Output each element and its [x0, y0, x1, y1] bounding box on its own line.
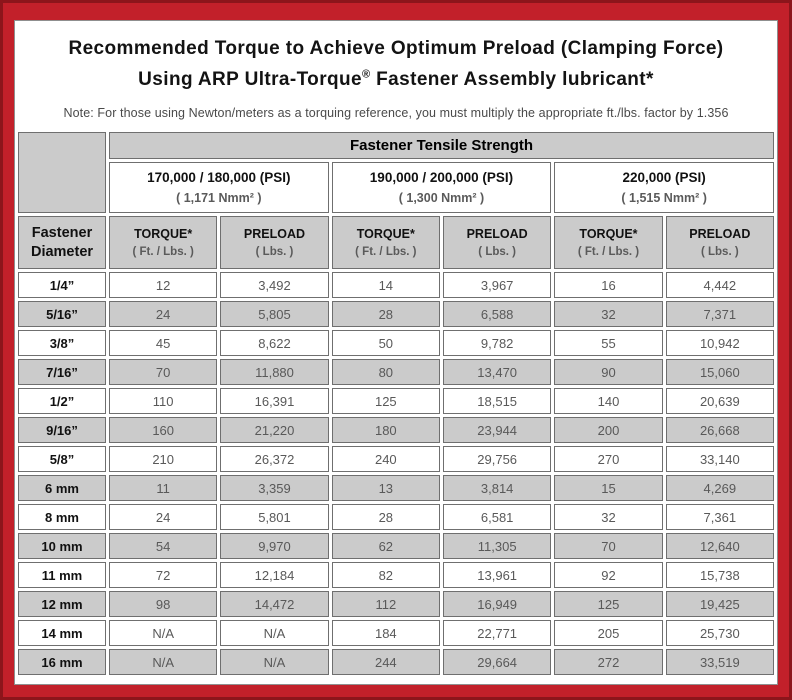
- value-cell: 11,305: [443, 533, 551, 559]
- diameter-cell: 12 mm: [18, 591, 106, 617]
- value-cell: 90: [554, 359, 662, 385]
- value-cell: 6,581: [443, 504, 551, 530]
- diameter-cell: 1/2”: [18, 388, 106, 414]
- value-cell: 14: [332, 272, 440, 298]
- value-cell: 13,470: [443, 359, 551, 385]
- value-cell: 14,472: [220, 591, 328, 617]
- value-cell: 112: [332, 591, 440, 617]
- value-cell: 7,371: [666, 301, 774, 327]
- nmm-label: ( 1,515 Nmm² ): [621, 191, 707, 206]
- value-cell: 160: [109, 417, 217, 443]
- table-row: [18, 330, 774, 356]
- note-text: Note: For those using Newton/meters as a torquing reference, you must multiply the appropriate ft./lbs. factor by 1.356: [63, 106, 729, 121]
- value-cell: 32: [554, 301, 662, 327]
- value-cell: 4,269: [666, 475, 774, 501]
- psi-label: 220,000 (PSI): [622, 170, 706, 186]
- value-cell: 9,970: [220, 533, 328, 559]
- value-cell: 70: [109, 359, 217, 385]
- value-cell: 54: [109, 533, 217, 559]
- nmm-label: ( 1,171 Nmm² ): [176, 191, 262, 206]
- table-row: [18, 533, 774, 559]
- value-cell: 200: [554, 417, 662, 443]
- nmm-label: ( 1,300 Nmm² ): [398, 191, 485, 206]
- preload-column-header: PRELOAD ( Lbs. ): [443, 216, 551, 269]
- value-cell: 9,782: [443, 330, 551, 356]
- value-cell: 33,519: [666, 649, 774, 675]
- value-cell: 10,942: [666, 330, 774, 356]
- diameter-cell: 14 mm: [18, 620, 106, 646]
- diameter-cell: 16 mm: [18, 649, 106, 675]
- value-cell: 29,664: [443, 649, 551, 675]
- value-cell: 140: [554, 388, 662, 414]
- psi-header-row: [18, 162, 774, 213]
- value-cell: 50: [332, 330, 440, 356]
- diameter-cell: 9/16”: [18, 417, 106, 443]
- fastener-diameter-header: Fastener Diameter: [18, 216, 106, 269]
- psi-label: 170,000 / 180,000 (PSI): [147, 170, 291, 186]
- title-line-1: Recommended Torque to Achieve Optimum Preload (Clamping Force): [68, 38, 724, 59]
- registered-trademark-symbol: ®: [361, 69, 371, 81]
- value-cell: 3,967: [443, 272, 551, 298]
- value-cell: N/A: [220, 620, 328, 646]
- psi-group-190-200: [332, 162, 552, 213]
- psi-label: 190,000 / 200,000 (PSI): [369, 170, 514, 186]
- table-row: [18, 562, 774, 588]
- value-cell: 5,805: [220, 301, 328, 327]
- value-cell: 16: [554, 272, 662, 298]
- value-cell: 72: [109, 562, 217, 588]
- tensile-strength-header: Fastener Tensile Strength: [109, 132, 774, 159]
- value-cell: N/A: [109, 649, 217, 675]
- title-block: [15, 21, 777, 120]
- value-cell: N/A: [109, 620, 217, 646]
- value-cell: 3,359: [220, 475, 328, 501]
- torque-spec-table: [15, 129, 777, 678]
- diameter-cell: 3/8”: [18, 330, 106, 356]
- value-cell: 92: [554, 562, 662, 588]
- psi-group-220: [554, 162, 774, 213]
- value-cell: 8,622: [220, 330, 328, 356]
- value-cell: 18,515: [443, 388, 551, 414]
- value-cell: 32: [554, 504, 662, 530]
- table-row: [18, 388, 774, 414]
- content-area: [14, 20, 778, 685]
- diameter-cell: 7/16”: [18, 359, 106, 385]
- value-cell: 29,756: [443, 446, 551, 472]
- value-cell: 70: [554, 533, 662, 559]
- column-header-row: [18, 216, 774, 269]
- value-cell: 15: [554, 475, 662, 501]
- value-cell: 270: [554, 446, 662, 472]
- table-row: [18, 620, 774, 646]
- torque-column-header: TORQUE* ( Ft. / Lbs. ): [554, 216, 662, 269]
- value-cell: 272: [554, 649, 662, 675]
- preload-column-header: PRELOAD ( Lbs. ): [666, 216, 774, 269]
- table-row: [18, 649, 774, 675]
- table-row: [18, 417, 774, 443]
- value-cell: 45: [109, 330, 217, 356]
- value-cell: 26,668: [666, 417, 774, 443]
- value-cell: 21,220: [220, 417, 328, 443]
- tensile-strength-row: [18, 132, 774, 159]
- diameter-cell: 6 mm: [18, 475, 106, 501]
- table-row: [18, 272, 774, 298]
- value-cell: N/A: [220, 649, 328, 675]
- value-cell: 23,944: [443, 417, 551, 443]
- value-cell: 25,730: [666, 620, 774, 646]
- value-cell: 125: [332, 388, 440, 414]
- diameter-cell: 5/16”: [18, 301, 106, 327]
- corner-cell: [18, 132, 106, 213]
- value-cell: 19,425: [666, 591, 774, 617]
- table-row: [18, 359, 774, 385]
- value-cell: 240: [332, 446, 440, 472]
- title-line-2: Using ARP Ultra-Torque® Fastener Assembly lubricant*: [138, 69, 654, 91]
- value-cell: 180: [332, 417, 440, 443]
- diameter-cell: 5/8”: [18, 446, 106, 472]
- value-cell: 13: [332, 475, 440, 501]
- value-cell: 110: [109, 388, 217, 414]
- value-cell: 12,184: [220, 562, 328, 588]
- value-cell: 7,361: [666, 504, 774, 530]
- value-cell: 244: [332, 649, 440, 675]
- value-cell: 13,961: [443, 562, 551, 588]
- value-cell: 82: [332, 562, 440, 588]
- value-cell: 28: [332, 301, 440, 327]
- diameter-cell: 11 mm: [18, 562, 106, 588]
- page-title: [15, 36, 777, 93]
- value-cell: 16,391: [220, 388, 328, 414]
- value-cell: 28: [332, 504, 440, 530]
- value-cell: 80: [332, 359, 440, 385]
- diameter-cell: 8 mm: [18, 504, 106, 530]
- value-cell: 4,442: [666, 272, 774, 298]
- value-cell: 62: [332, 533, 440, 559]
- table-row: [18, 591, 774, 617]
- value-cell: 3,814: [443, 475, 551, 501]
- value-cell: 15,060: [666, 359, 774, 385]
- value-cell: 11,880: [220, 359, 328, 385]
- table-row: [18, 301, 774, 327]
- value-cell: 210: [109, 446, 217, 472]
- value-cell: 5,801: [220, 504, 328, 530]
- value-cell: 24: [109, 504, 217, 530]
- value-cell: 20,639: [666, 388, 774, 414]
- value-cell: 205: [554, 620, 662, 646]
- value-cell: 16,949: [443, 591, 551, 617]
- value-cell: 184: [332, 620, 440, 646]
- value-cell: 22,771: [443, 620, 551, 646]
- table-row: [18, 446, 774, 472]
- table-row: [18, 504, 774, 530]
- torque-column-header: TORQUE* ( Ft. / Lbs. ): [332, 216, 440, 269]
- value-cell: 12: [109, 272, 217, 298]
- value-cell: 125: [554, 591, 662, 617]
- value-cell: 15,738: [666, 562, 774, 588]
- diameter-cell: 10 mm: [18, 533, 106, 559]
- value-cell: 98: [109, 591, 217, 617]
- torque-column-header: TORQUE* ( Ft. / Lbs. ): [109, 216, 217, 269]
- table-row: [18, 475, 774, 501]
- table-body: [18, 272, 774, 675]
- value-cell: 55: [554, 330, 662, 356]
- value-cell: 33,140: [666, 446, 774, 472]
- value-cell: 12,640: [666, 533, 774, 559]
- value-cell: 24: [109, 301, 217, 327]
- value-cell: 11: [109, 475, 217, 501]
- psi-group-170-180: [109, 162, 329, 213]
- value-cell: 26,372: [220, 446, 328, 472]
- value-cell: 6,588: [443, 301, 551, 327]
- value-cell: 3,492: [220, 272, 328, 298]
- preload-column-header: PRELOAD ( Lbs. ): [220, 216, 328, 269]
- diameter-cell: 1/4”: [18, 272, 106, 298]
